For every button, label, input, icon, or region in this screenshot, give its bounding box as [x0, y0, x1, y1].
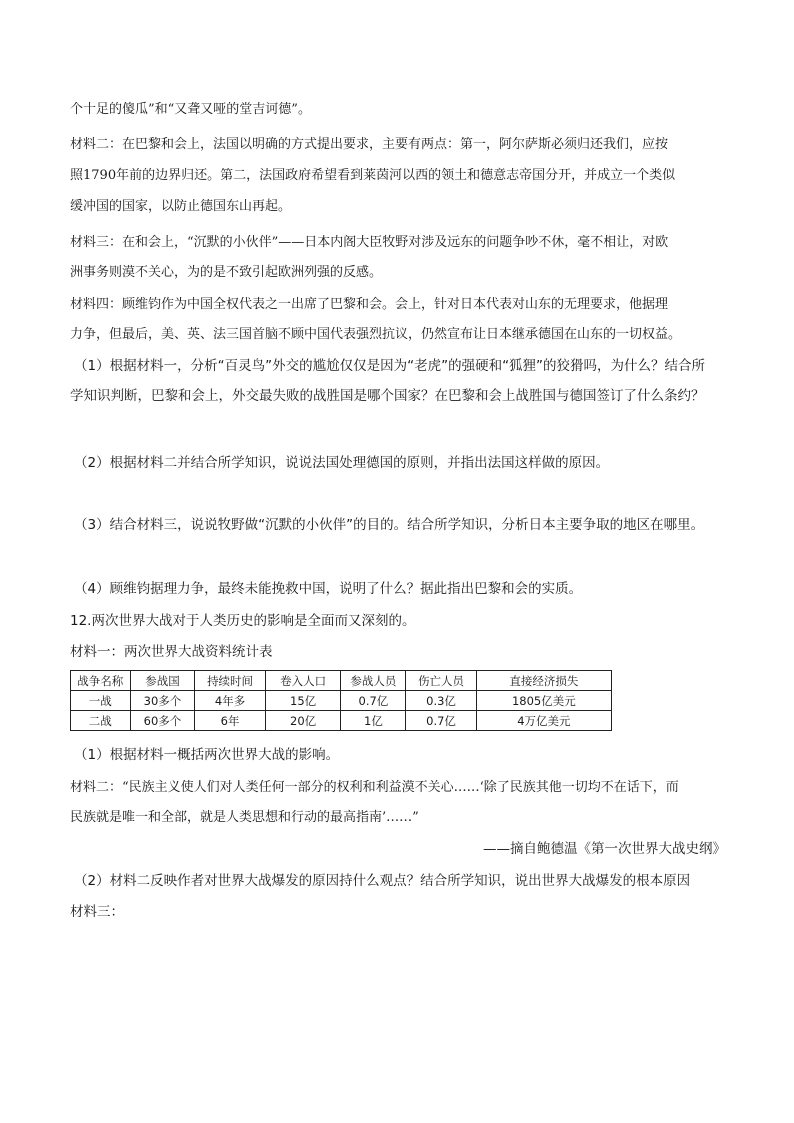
table-cell: 20亿	[265, 711, 341, 731]
question-2: （2）根据材料二并结合所学知识，说说法国处理德国的原则，并指出法国这样做的原因。	[74, 455, 610, 471]
table-header-cell: 参战人员	[341, 671, 406, 691]
table-cell: 4年多	[195, 691, 265, 711]
table-row	[71, 711, 612, 731]
material2-line-3: 缓冲国的国家，以防止德国东山再起。	[70, 199, 292, 214]
table-row	[71, 691, 612, 711]
table-cell: 二战	[71, 711, 131, 731]
material2-line-1: 材料二：在巴黎和会上，法国以明确的方式提出要求，主要有两点：第一，阿尔萨斯必须归还我们，应按	[70, 137, 669, 152]
table-header-cell: 参战国	[130, 671, 195, 691]
table-header-cell: 卷入人口	[265, 671, 341, 691]
question-1-line-2: 学知识判断，巴黎和会上，外交最失败的战胜国是哪个国家？在巴黎和会上战胜国与德国签订了什么条约？	[70, 388, 705, 404]
table-header-row	[71, 671, 612, 691]
question-4: （4）顾维钧据理力争，最终未能挽救中国，说明了什么？据此指出巴黎和会的实质。	[74, 581, 583, 597]
table-cell: 6年	[195, 711, 265, 731]
war-statistics-table	[70, 670, 612, 731]
question-3: （3）结合材料三，说说牧野做“沉默的小伙伴”的目的。结合所学知识，分析日本主要争取的地区在哪里。	[74, 517, 705, 533]
quote-source: ——摘自鲍德温《第一次世界大战史纲》	[483, 841, 726, 857]
table-cell: 1805亿美元	[476, 691, 611, 711]
material3-line-1: 材料三：在和会上，“沉默的小伙伴”——日本内阁大臣牧野对涉及远东的问题争吵不休，毫不相让，对欧	[70, 235, 669, 250]
table-cell: 0.7亿	[406, 711, 476, 731]
question-12-2: （2）材料二反映作者对世界大战爆发的原因持什么观点？结合所学知识，说出世界大战爆发的根本原因	[74, 873, 691, 889]
table-cell: 15亿	[265, 691, 341, 711]
table-header-cell: 持续时间	[195, 671, 265, 691]
table-cell: 0.3亿	[406, 691, 476, 711]
material-12-2-line-2: 民族就是唯一和全部，就是人类思想和行动的最高指南’……”	[70, 810, 419, 825]
table-cell: 0.7亿	[341, 691, 406, 711]
material-12-2-line-1: 材料二：“民族主义使人们对人类任何一部分的权利和利益漠不关心……‘除了民族其他一切均不在话下，而	[70, 780, 679, 795]
table-cell: 一战	[71, 691, 131, 711]
material2-line-2: 照1790年前的边界归还。第二，法国政府希望看到莱茵河以西的领土和德意志帝国分开，并成立一个类似	[70, 168, 676, 183]
material-12-3-title: 材料三：	[70, 904, 124, 920]
material3-line-2: 洲事务则漠不关心，为的是不致引起欧洲列强的反感。	[70, 265, 383, 280]
table-cell: 30多个	[130, 691, 195, 711]
question-1-line-1: （1）根据材料一，分析“百灵鸟”外交的尴尬仅仅是因为“老虎”的强硬和“狐狸”的狡猾吗，为什么？结合所	[74, 358, 706, 374]
table-cell: 60多个	[130, 711, 195, 731]
table-header-cell: 伤亡人员	[406, 671, 476, 691]
material-12-1-title: 材料一：两次世界大战资料统计表	[70, 644, 273, 660]
table-cell: 4万亿美元	[476, 711, 611, 731]
table-header-cell: 直接经济损失	[476, 671, 611, 691]
table-cell: 1亿	[341, 711, 406, 731]
material1-tail: 个十足的傻瓜”和“又聋又哑的堂吉诃德”。	[70, 102, 311, 117]
material4-line-2: 力争，但最后，美、英、法三国首脑不顾中国代表强烈抗议，仍然宣布让日本继承德国在山东的一切权益。	[70, 327, 682, 342]
question-12-1: （1）根据材料一概括两次世界大战的影响。	[74, 747, 340, 763]
problem-12-title: 12.两次世界大战对于人类历史的影响是全面而又深刻的。	[70, 613, 416, 629]
material4-line-1: 材料四：顾维钧作为中国全权代表之一出席了巴黎和会。会上，针对日本代表对山东的无理要求，他据理	[70, 297, 669, 312]
table-header-cell: 战争名称	[71, 671, 131, 691]
